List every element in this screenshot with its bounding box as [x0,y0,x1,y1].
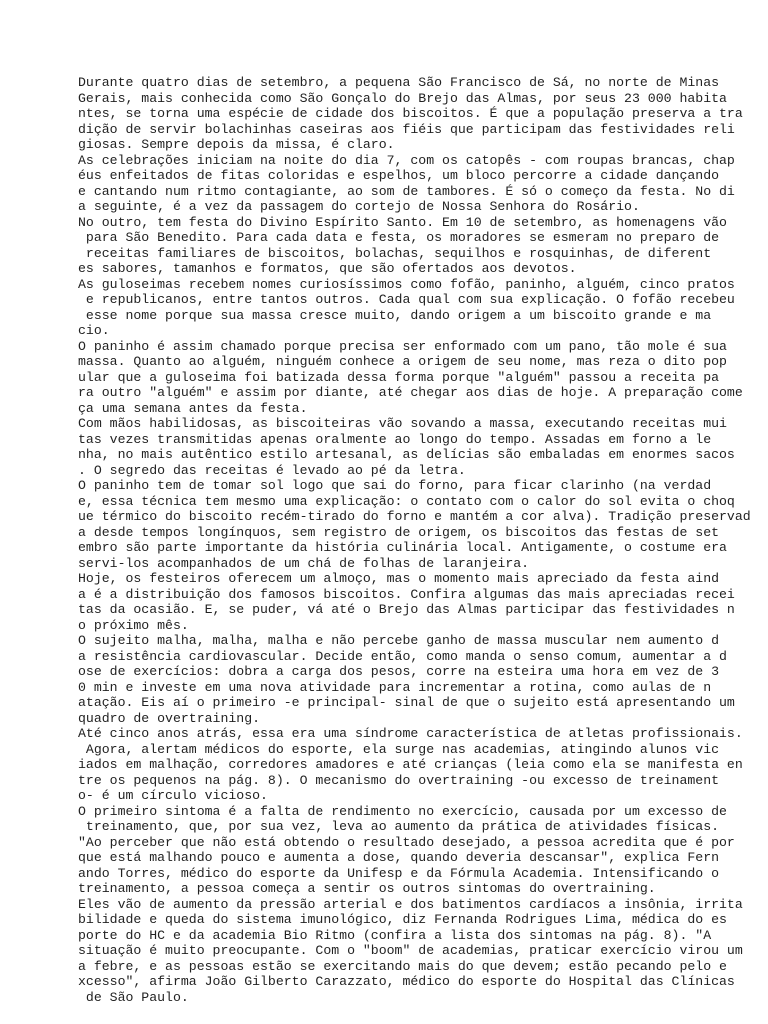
text-line: a desde tempos longínquos, sem registro de origem, os biscoitos das festas de set [78,524,720,540]
text-line: embro são parte importante da história culinária local. Antigamente, o costume era [78,540,727,555]
text-line: a seguinte, é a vez da passagem do cortejo de Nossa Senhora do Rosário. [78,199,640,214]
text-line: dição de servir bolachinhas caseiras aos fiéis que participam das festividades reli [78,121,735,137]
text-line: receitas familiares de biscoitos, bolachas, sequilhos e rosquinhas, de diferent [78,245,712,261]
text-line: a é a distribuição dos famosos biscoitos. Confira algumas das mais apreciadas recei [78,586,735,602]
text-line: ue térmico do biscoito recém-tirado do forno e mantém a cor alva). Tradição preservad [78,509,751,524]
text-line: ntes, se torna uma espécie de cidade dos biscoitos. É que a população preserva a tra [78,106,743,121]
text-line: Gerais, mais conhecida como São Gonçalo do Brejo das Almas, por seus 23 000 habita [78,90,727,106]
text-line: tre os pequenos na pág. 8). O mecanismo do overtraining -ou excesso de treinament [78,772,720,788]
document-text [78,75,768,1005]
text-line: ça uma semana antes da festa. [78,400,308,416]
text-line: "Ao perceber que não está obtendo o resultado desejado, a pessoa acredita que é por [78,834,735,850]
text-line: ra outro "alguém" e assim por diante, até chegar aos dias de hoje. A preparação come [78,385,743,400]
text-line: ando Torres, médico do esporte da Unifesp e da Fórmula Academia. Intensificando o [78,865,720,881]
text-line: ose de exercícios: dobra a carga dos pesos, corre na esteira uma hora em vez de 3 [78,664,720,679]
text-line: e, essa técnica tem mesmo uma explicação: o contato com o calor do sol evita o choq [78,493,735,509]
text-line: cio. [78,323,110,338]
text-line: porte do HC e da academia Bio Ritmo (confira a lista dos sintomas na pág. 8). "A [78,927,712,943]
text-line: servi-los acompanhados de um chá de folhas de laranjeira. [78,555,530,571]
text-line: As celebrações iniciam na noite do dia 7, com os catopês - com roupas brancas, chap [78,152,735,168]
text-line: Durante quatro dias de setembro, a pequena São Francisco de Sá, no norte de Minas [78,75,720,90]
text-line: Até cinco anos atrás, essa era uma síndrome característica de atletas profissionais. [78,726,743,741]
text-line: O primeiro sintoma é a falta de rendimento no exercício, causada por um excesso de [78,803,727,819]
text-line: e cantando num ritmo contagiante, ao som de tambores. É só o começo da festa. No di [78,183,735,199]
text-line: As guloseimas recebem nomes curiosíssimos como fofão, paninho, alguém, cinco pratos [78,276,735,292]
text-line: para São Benedito. Para cada data e festa, os moradores se esmeram no preparo de [78,230,720,245]
text-line: de São Paulo. [78,989,189,1005]
text-line: tas vezes transmitidas apenas oralmente ao longo do tempo. Assadas em forno a le [78,431,712,447]
text-line: Agora, alertam médicos do esporte, ela surge nas academias, atingindo alunos vic [78,741,720,757]
text-line: e republicanos, entre tantos outros. Cada qual com sua explicação. O fofão recebeu [78,292,735,307]
text-line: nha, no mais autêntico estilo artesanal, as delícias são embaladas em enormes sacos [78,447,735,462]
text-line: xcesso", afirma João Gilberto Carazzato, médico do esporte do Hospital das Clínicas [78,974,735,989]
text-line: treinamento, a pessoa começa a sentir os outros sintomas do overtraining. [78,881,656,896]
text-line: O sujeito malha, malha, malha e não percebe ganho de massa muscular nem aumento d [78,633,720,648]
text-line: éus enfeitados de fitas coloridas e espelhos, um bloco percorre a cidade dançando [78,168,720,183]
text-line: o próximo mês. [78,617,189,633]
text-line: . O segredo das receitas é levado ao pé da letra. [78,462,466,478]
text-line: tas da ocasião. E, se puder, vá até o Brejo das Almas participar das festividades n [78,602,735,617]
text-line: a resistência cardiovascular. Decide então, como manda o senso comum, aumentar a d [78,648,727,664]
text-line: iados em malhação, corredores amadores e até crianças (leia como ela se manifesta en [78,757,743,772]
text-line: ular que a guloseima foi batizada dessa forma porque "alguém" passou a receita pa [78,369,720,385]
text-line: atação. Eis aí o primeiro -e principal- sinal de que o sujeito está apresentando um [78,695,735,710]
text-line: esse nome porque sua massa cresce muito, dando origem a um biscoito grande e ma [78,307,712,323]
text-line: 0 min e investe em uma nova atividade para incrementar a rotina, como aulas de n [78,679,712,695]
text-line: quadro de overtraining. [78,710,261,726]
text-line: bilidade e queda do sistema imunológico, diz Fernanda Rodrigues Lima, médica do es [78,912,727,927]
text-line: es sabores, tamanhos e formatos, que são ofertados aos devotos. [78,261,577,276]
text-line: O paninho tem de tomar sol logo que sai do forno, para ficar clarinho (na verdad [78,478,712,493]
text-line: o- é um círculo vicioso. [78,788,268,803]
text-line: que está malhando pouco e aumenta a dose, quando deveria descansar", explica Fern [78,850,720,865]
text-line: Com mãos habilidosas, as biscoiteiras vão sovando a massa, executando receitas mui [78,416,727,431]
text-line: giosas. Sempre depois da missa, é claro. [78,137,395,152]
text-line: No outro, tem festa do Divino Espírito Santo. Em 10 de setembro, as homenagens vão [78,214,727,230]
text-line: Eles vão de aumento da pressão arterial e dos batimentos cardíacos a insônia, irrita [78,896,743,912]
text-line: a febre, e as pessoas estão se exercitando mais do que devem; estão pecando pelo e [78,958,727,974]
text-line: Hoje, os festeiros oferecem um almoço, mas o momento mais apreciado da festa aind [78,571,720,586]
text-line: O paninho é assim chamado porque precisa ser enformado com um pano, tão mole é sua [78,338,727,354]
text-line: massa. Quanto ao alguém, ninguém conhece a origem de seu nome, mas reza o dito pop [78,354,727,369]
text-line: treinamento, que, por sua vez, leva ao aumento da prática de atividades físicas. [78,819,720,834]
text-line: situação é muito preocupante. Com o "boom" de academias, praticar exercício virou um [78,943,743,958]
